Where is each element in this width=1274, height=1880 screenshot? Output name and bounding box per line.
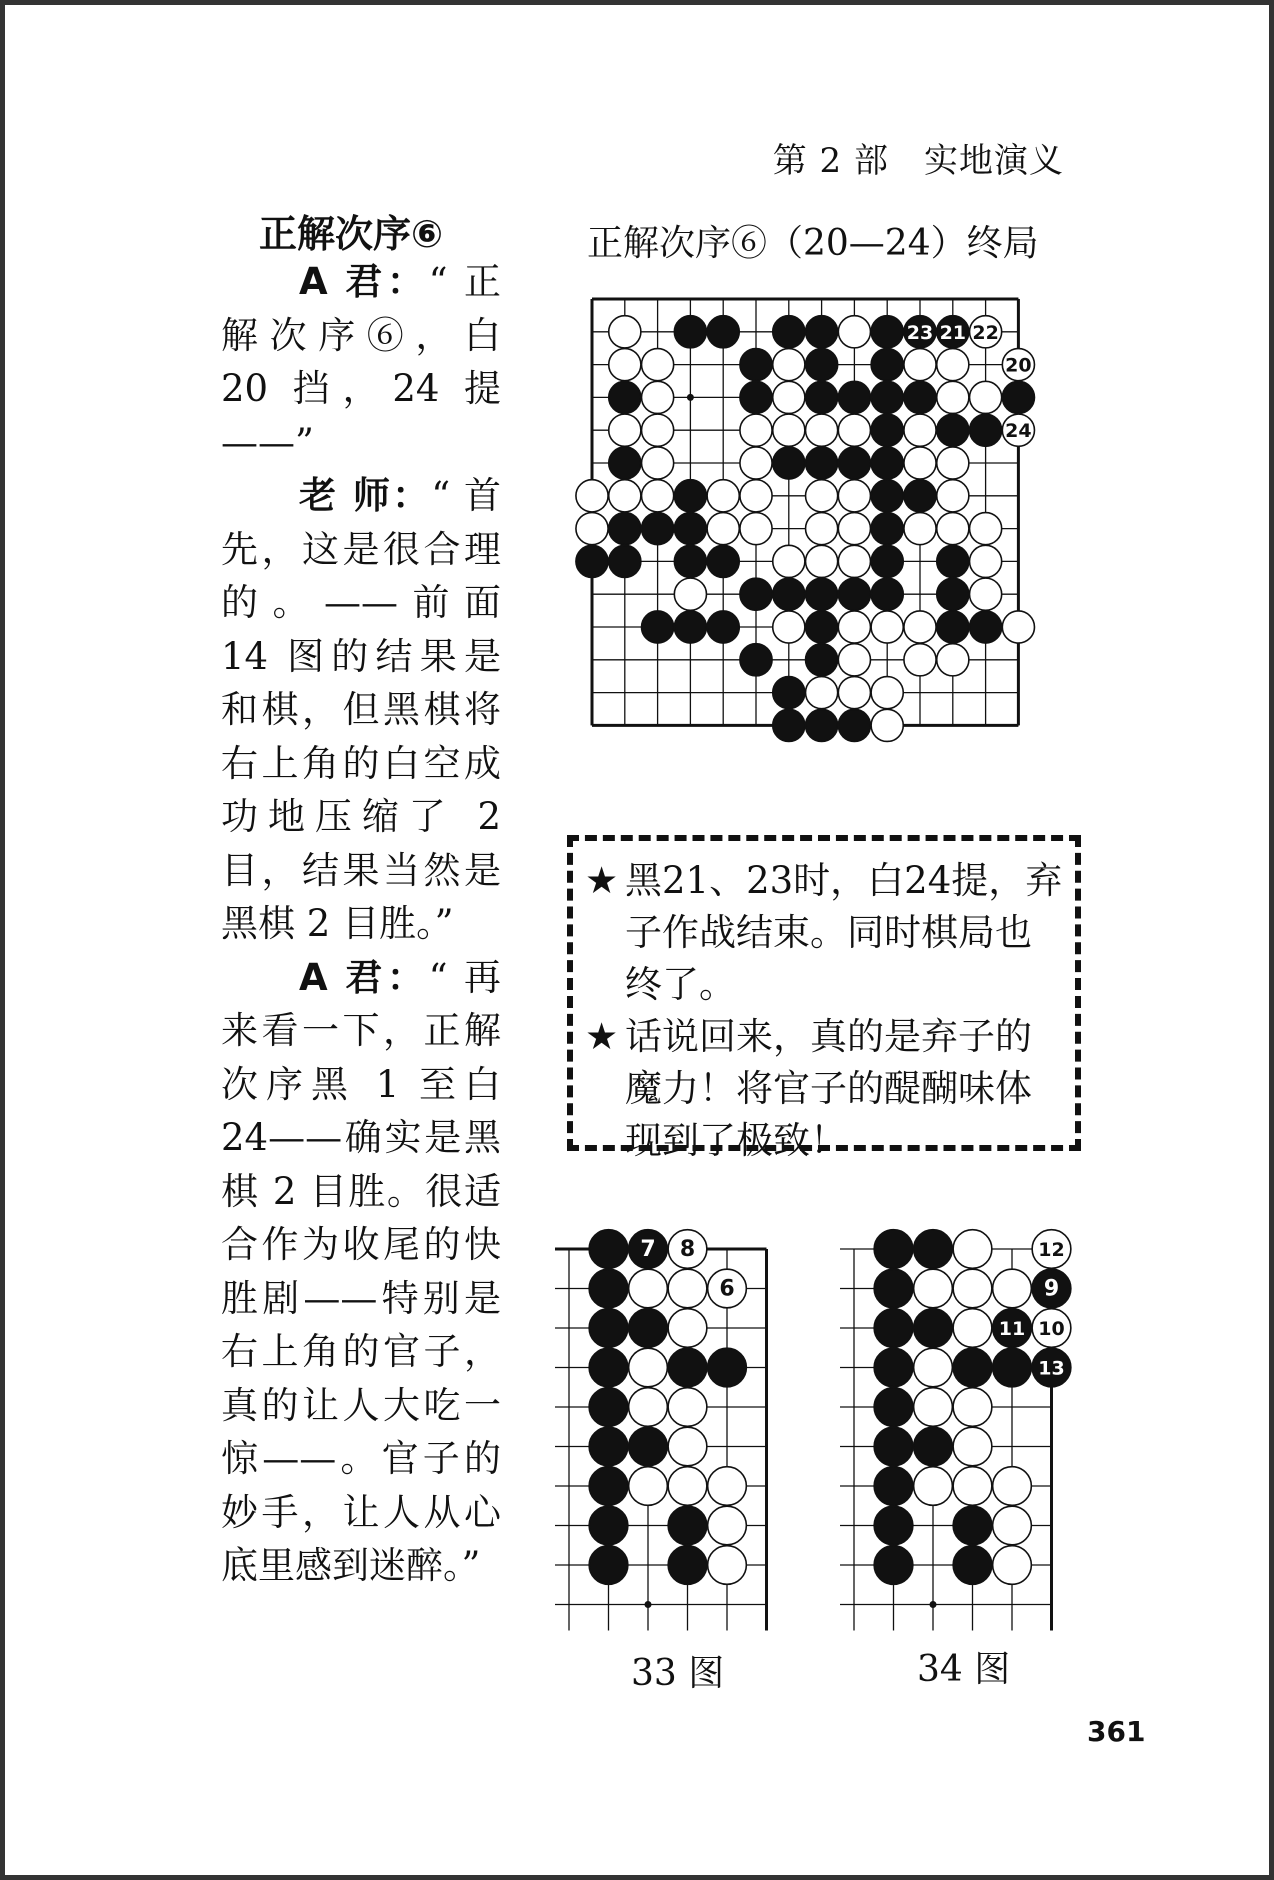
move-number: 10	[1038, 1318, 1065, 1340]
black-stone	[937, 611, 969, 643]
black-stone	[874, 1546, 913, 1585]
move-number: 8	[679, 1237, 696, 1262]
move-number: 13	[1038, 1357, 1065, 1380]
white-stone	[838, 611, 870, 643]
black-stone	[871, 578, 903, 610]
black-stone	[874, 1427, 913, 1466]
white-stone	[806, 677, 838, 709]
black-stone	[576, 545, 608, 577]
note-item	[585, 855, 1063, 1011]
go-board-main	[575, 269, 1085, 789]
diagram-caption-33: 33 图	[631, 1653, 725, 1694]
white-stone	[914, 1388, 953, 1427]
black-stone	[838, 381, 870, 413]
white-stone	[576, 480, 608, 512]
black-stone	[874, 1467, 913, 1506]
note-text: 话说回来，真的是弃子的魔力！将官子的醍醐味体现到了极致！	[625, 1015, 1032, 1162]
white-stone	[937, 381, 969, 413]
black-stone	[674, 316, 706, 348]
page-number: 361	[1087, 1715, 1146, 1748]
white-stone	[773, 349, 805, 381]
black-stone	[838, 578, 870, 610]
white-stone	[740, 414, 772, 446]
white-stone	[937, 644, 969, 676]
move-number: 23	[906, 321, 934, 344]
white-stone	[914, 1348, 953, 1387]
black-stone	[871, 513, 903, 545]
white-stone	[937, 447, 969, 479]
black-stone	[708, 1348, 747, 1387]
black-stone	[740, 578, 772, 610]
white-stone	[806, 414, 838, 446]
white-stone	[993, 1546, 1032, 1585]
black-stone	[838, 709, 870, 741]
white-stone	[838, 677, 870, 709]
white-stone	[993, 1269, 1032, 1308]
black-stone	[589, 1348, 628, 1387]
white-stone	[674, 578, 706, 610]
black-stone	[674, 545, 706, 577]
black-stone	[838, 447, 870, 479]
move-number: 9	[1043, 1276, 1060, 1302]
black-stone	[589, 1388, 628, 1427]
black-stone	[871, 545, 903, 577]
white-stone	[914, 1467, 953, 1506]
white-stone	[707, 513, 739, 545]
speaker: A 君：	[299, 260, 429, 303]
white-stone	[773, 545, 805, 577]
black-stone	[674, 611, 706, 643]
black-stone	[707, 316, 739, 348]
white-stone	[708, 1467, 747, 1506]
white-stone	[668, 1427, 707, 1466]
black-stone	[609, 447, 641, 479]
black-stone	[609, 513, 641, 545]
white-stone	[838, 414, 870, 446]
white-stone	[953, 1388, 992, 1427]
black-stone	[674, 513, 706, 545]
white-stone	[707, 480, 739, 512]
move-number: 11	[998, 1318, 1026, 1340]
black-stone	[871, 349, 903, 381]
section-title: 正解次序⑥	[259, 212, 444, 256]
white-stone	[904, 644, 936, 676]
white-stone	[708, 1506, 747, 1545]
black-stone	[914, 1427, 953, 1466]
black-stone	[937, 545, 969, 577]
white-stone	[668, 1269, 707, 1308]
white-stone	[838, 316, 870, 348]
black-stone	[668, 1546, 707, 1585]
go-board-33	[555, 1225, 785, 1645]
white-stone	[993, 1467, 1032, 1506]
white-stone	[970, 578, 1002, 610]
black-stone	[674, 480, 706, 512]
white-stone	[904, 611, 936, 643]
white-stone	[904, 513, 936, 545]
black-stone	[874, 1348, 913, 1387]
speech: “ 首先，这是很合理的。——前面 14 图的结果是和棋，但黑棋将右上角的白空成功地压缩了 2 目，结果当然是黑棋 2 目胜。”	[221, 474, 501, 945]
white-stone	[642, 349, 674, 381]
white-stone	[806, 480, 838, 512]
black-stone	[740, 349, 772, 381]
black-stone	[937, 414, 969, 446]
black-stone	[773, 447, 805, 479]
white-stone	[668, 1309, 707, 1348]
black-stone	[970, 611, 1002, 643]
white-stone	[609, 316, 641, 348]
white-stone	[629, 1269, 668, 1308]
white-stone	[609, 480, 641, 512]
black-stone	[970, 414, 1002, 446]
note-item	[585, 1011, 1063, 1167]
white-stone	[871, 611, 903, 643]
white-stone	[668, 1467, 707, 1506]
white-stone	[937, 513, 969, 545]
black-stone	[668, 1506, 707, 1545]
white-stone	[708, 1546, 747, 1585]
white-stone	[642, 381, 674, 413]
black-stone	[589, 1230, 628, 1269]
white-stone	[838, 513, 870, 545]
white-stone	[838, 480, 870, 512]
black-stone	[871, 480, 903, 512]
black-stone	[707, 611, 739, 643]
black-stone	[806, 381, 838, 413]
white-stone	[740, 447, 772, 479]
black-stone	[874, 1506, 913, 1545]
white-stone	[970, 381, 1002, 413]
white-stone	[970, 545, 1002, 577]
black-stone	[589, 1309, 628, 1348]
black-stone	[904, 480, 936, 512]
black-stone	[953, 1546, 992, 1585]
white-stone	[953, 1309, 992, 1348]
paragraph	[221, 951, 501, 1593]
black-stone	[904, 381, 936, 413]
black-stone	[871, 381, 903, 413]
black-stone	[1002, 381, 1034, 413]
star-point	[645, 1601, 652, 1608]
black-stone	[589, 1506, 628, 1545]
white-stone	[838, 644, 870, 676]
star-icon: ★	[585, 859, 619, 902]
black-stone	[806, 709, 838, 741]
white-stone	[609, 414, 641, 446]
white-stone	[668, 1388, 707, 1427]
black-stone	[740, 644, 772, 676]
black-stone	[773, 677, 805, 709]
white-stone	[914, 1269, 953, 1308]
white-stone	[806, 545, 838, 577]
white-stone	[609, 349, 641, 381]
white-stone	[871, 709, 903, 741]
white-stone	[629, 1388, 668, 1427]
white-stone	[740, 513, 772, 545]
black-stone	[773, 316, 805, 348]
star-icon: ★	[585, 1015, 619, 1058]
black-stone	[629, 1309, 668, 1348]
black-stone	[806, 578, 838, 610]
white-stone	[773, 611, 805, 643]
black-stone	[914, 1230, 953, 1269]
black-stone	[806, 447, 838, 479]
speaker: 老 师：	[299, 474, 432, 517]
white-stone	[904, 447, 936, 479]
commentary-box	[567, 835, 1081, 1162]
white-stone	[642, 414, 674, 446]
white-stone	[806, 513, 838, 545]
black-stone	[871, 316, 903, 348]
black-stone	[740, 381, 772, 413]
black-stone	[642, 611, 674, 643]
move-number: 12	[1038, 1239, 1065, 1261]
black-stone	[707, 545, 739, 577]
speech: “ 正解次序⑥，白 20 挡，24 提——”	[221, 260, 501, 464]
black-stone	[589, 1467, 628, 1506]
black-stone	[629, 1427, 668, 1466]
white-stone	[629, 1467, 668, 1506]
white-stone	[993, 1506, 1032, 1545]
black-stone	[589, 1427, 628, 1466]
black-stone	[773, 578, 805, 610]
white-stone	[642, 447, 674, 479]
white-stone	[953, 1230, 992, 1269]
paragraph	[221, 469, 501, 951]
black-stone	[874, 1269, 913, 1308]
black-stone	[871, 447, 903, 479]
white-stone	[740, 480, 772, 512]
white-stone	[576, 513, 608, 545]
black-stone	[874, 1309, 913, 1348]
black-stone	[871, 414, 903, 446]
white-stone	[642, 480, 674, 512]
black-stone	[937, 578, 969, 610]
white-stone	[904, 349, 936, 381]
white-stone	[953, 1467, 992, 1506]
diagram-caption-34: 34 图	[917, 1649, 1011, 1690]
black-stone	[609, 545, 641, 577]
star-point	[687, 394, 694, 401]
black-stone	[642, 513, 674, 545]
star-point	[930, 1601, 937, 1608]
white-stone	[838, 545, 870, 577]
black-stone	[874, 1230, 913, 1269]
black-stone	[993, 1348, 1032, 1387]
white-stone	[953, 1427, 992, 1466]
move-number: 7	[640, 1237, 656, 1262]
black-stone	[914, 1309, 953, 1348]
black-stone	[589, 1269, 628, 1308]
black-stone	[806, 644, 838, 676]
black-stone	[806, 349, 838, 381]
black-stone	[953, 1506, 992, 1545]
move-number: 20	[1005, 354, 1032, 377]
diagram-title: 正解次序⑥（20—24）终局	[587, 223, 1039, 264]
white-stone	[773, 381, 805, 413]
move-number: 24	[1005, 420, 1032, 443]
black-stone	[874, 1388, 913, 1427]
black-stone	[806, 316, 838, 348]
white-stone	[953, 1269, 992, 1308]
paragraph	[221, 255, 501, 469]
white-stone	[1002, 611, 1034, 643]
white-stone	[937, 480, 969, 512]
speaker: A 君：	[299, 955, 429, 999]
note-text: 黑21、23时，白24提，弃子作战结束。同时棋局也终了。	[625, 859, 1063, 1006]
white-stone	[871, 677, 903, 709]
black-stone	[609, 381, 641, 413]
black-stone	[773, 709, 805, 741]
move-number: 6	[719, 1276, 735, 1302]
white-stone	[904, 414, 936, 446]
white-stone	[773, 414, 805, 446]
go-board-34	[840, 1225, 1080, 1645]
black-stone	[953, 1348, 992, 1387]
black-stone	[668, 1348, 707, 1387]
white-stone	[970, 513, 1002, 545]
white-stone	[937, 349, 969, 381]
black-stone	[589, 1546, 628, 1585]
running-header: 第 2 部 实地演义	[772, 141, 1064, 181]
dialogue-text	[221, 255, 501, 1593]
move-number: 22	[972, 321, 999, 344]
speech: “ 再来看一下，正解次序黑 1 至白 24——确实是黑棋 2 目胜。很适合作为收尾的快胜剧——特别是右上角的官子，真的让人大吃一惊——。官子的妙手，让人从心底里感到迷醉。”	[221, 955, 501, 1587]
white-stone	[629, 1348, 668, 1387]
move-number: 21	[939, 321, 967, 344]
black-stone	[806, 611, 838, 643]
